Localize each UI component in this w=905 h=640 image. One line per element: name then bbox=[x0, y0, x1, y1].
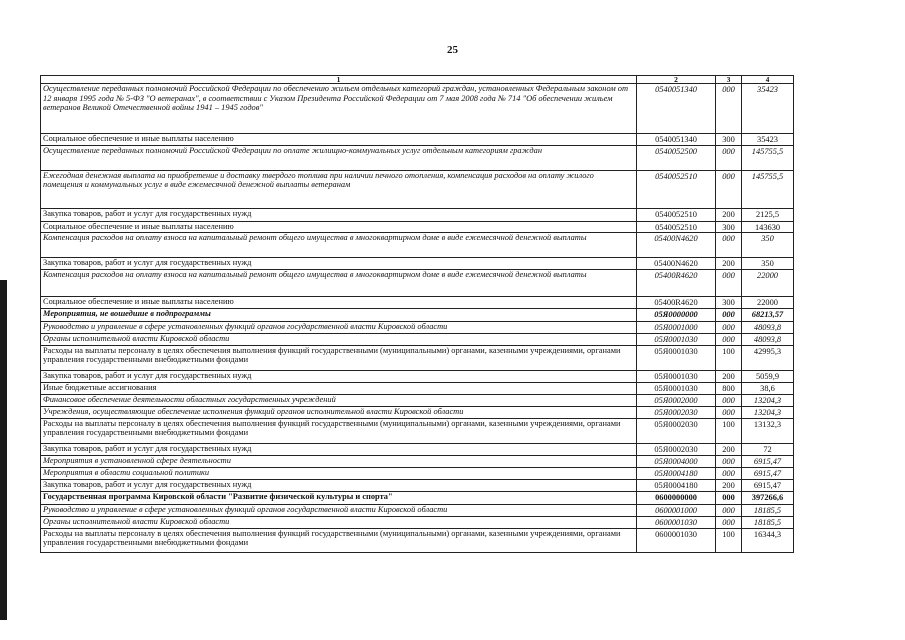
table-row bbox=[41, 406, 794, 418]
table-row bbox=[41, 333, 794, 345]
table-row bbox=[41, 221, 794, 233]
row-code-cell: 05400N4620 bbox=[637, 258, 716, 270]
row-type-cell: 000 bbox=[716, 516, 742, 528]
table-row bbox=[41, 134, 794, 146]
table-row bbox=[41, 382, 794, 394]
row-type-cell: 000 bbox=[716, 308, 742, 321]
table-row bbox=[41, 370, 794, 382]
table-row bbox=[41, 418, 794, 443]
row-sum-cell: 145755,5 bbox=[742, 145, 794, 170]
row-name-cell: Закупка товаров, работ и услуг для государственных нужд bbox=[41, 479, 637, 491]
row-name-cell: Государственная программа Кировской области "Развитие физической культуры и спорта" bbox=[41, 491, 637, 504]
row-name-cell: Иные бюджетные ассигнования bbox=[41, 382, 637, 394]
row-name-cell: Финансовое обеспечение деятельности областных государственных учреждений bbox=[41, 394, 637, 406]
header-col-4: 4 bbox=[742, 76, 794, 84]
row-type-cell: 200 bbox=[716, 443, 742, 455]
row-sum-cell: 13204,3 bbox=[742, 406, 794, 418]
row-sum-cell: 35423 bbox=[742, 134, 794, 146]
row-code-cell: 05Я0004180 bbox=[637, 479, 716, 491]
row-type-cell: 000 bbox=[716, 504, 742, 516]
row-sum-cell: 72 bbox=[742, 443, 794, 455]
row-sum-cell: 42995,3 bbox=[742, 345, 794, 370]
row-sum-cell: 48093,8 bbox=[742, 321, 794, 333]
row-type-cell: 300 bbox=[716, 134, 742, 146]
row-code-cell: 05Я0002000 bbox=[637, 394, 716, 406]
row-sum-cell: 397266,6 bbox=[742, 491, 794, 504]
row-type-cell: 000 bbox=[716, 270, 742, 297]
header-col-1: 1 bbox=[41, 76, 637, 84]
row-name-cell: Учреждения, осуществляющие обеспечение исполнения функций органов исполнительной власти Кировской области bbox=[41, 406, 637, 418]
row-type-cell: 300 bbox=[716, 221, 742, 233]
row-sum-cell: 13204,3 bbox=[742, 394, 794, 406]
row-sum-cell: 18185,5 bbox=[742, 516, 794, 528]
row-name-cell: Социальное обеспечение и иные выплаты населению bbox=[41, 297, 637, 309]
row-type-cell: 100 bbox=[716, 528, 742, 552]
row-sum-cell: 6915,47 bbox=[742, 455, 794, 467]
header-col-2: 2 bbox=[637, 76, 716, 84]
table-row bbox=[41, 297, 794, 309]
row-code-cell: 05400R4620 bbox=[637, 297, 716, 309]
budget-table-body bbox=[41, 76, 794, 553]
row-code-cell: 0600001030 bbox=[637, 516, 716, 528]
row-code-cell: 0540051340 bbox=[637, 84, 716, 134]
row-name-cell: Компенсация расходов на оплату взноса на капитальный ремонт общего имущества в многоквартирном доме в виде ежемесячной денежной выплаты bbox=[41, 270, 637, 297]
row-name-cell: Ежегодная денежная выплата на приобретение и доставку твердого топлива при наличии печного отопления, компенсация расходов на оплату жилого помещения и коммунальных услуг в виде ежемесячной денежной выплаты ветеранам bbox=[41, 170, 637, 208]
row-sum-cell: 2125,5 bbox=[742, 208, 794, 221]
header-col-3: 3 bbox=[716, 76, 742, 84]
row-type-cell: 000 bbox=[716, 467, 742, 479]
row-code-cell: 0600001030 bbox=[637, 528, 716, 552]
table-row bbox=[41, 345, 794, 370]
table-row bbox=[41, 84, 794, 134]
row-sum-cell: 22000 bbox=[742, 297, 794, 309]
row-name-cell: Расходы на выплаты персоналу в целях обеспечения выполнения функций государственными (муниципальными) органами, казенными учреждениями, органами управления государственными внебюджетными фондами bbox=[41, 528, 637, 552]
row-code-cell: 05Я0004180 bbox=[637, 467, 716, 479]
row-sum-cell: 38,6 bbox=[742, 382, 794, 394]
row-type-cell: 800 bbox=[716, 382, 742, 394]
row-sum-cell: 143630 bbox=[742, 221, 794, 233]
table-row bbox=[41, 467, 794, 479]
table-row bbox=[41, 145, 794, 170]
row-name-cell: Руководство и управление в сфере установленных функций органов государственной власти Кировской области bbox=[41, 321, 637, 333]
row-type-cell: 200 bbox=[716, 208, 742, 221]
row-type-cell: 000 bbox=[716, 170, 742, 208]
row-sum-cell: 48093,8 bbox=[742, 333, 794, 345]
row-name-cell: Закупка товаров, работ и услуг для государственных нужд bbox=[41, 208, 637, 221]
row-type-cell: 200 bbox=[716, 479, 742, 491]
row-name-cell: Закупка товаров, работ и услуг для государственных нужд bbox=[41, 443, 637, 455]
row-sum-cell: 6915,47 bbox=[742, 479, 794, 491]
row-sum-cell: 350 bbox=[742, 233, 794, 258]
table-row bbox=[41, 233, 794, 258]
budget-table bbox=[40, 75, 794, 553]
row-code-cell: 05Я0002030 bbox=[637, 443, 716, 455]
row-name-cell: Мероприятия в установленной сфере деятельности bbox=[41, 455, 637, 467]
table-row bbox=[41, 491, 794, 504]
row-type-cell: 000 bbox=[716, 406, 742, 418]
row-code-cell: 0540051340 bbox=[637, 134, 716, 146]
table-row bbox=[41, 516, 794, 528]
row-code-cell: 05Я0001030 bbox=[637, 345, 716, 370]
row-type-cell: 000 bbox=[716, 394, 742, 406]
table-row bbox=[41, 528, 794, 552]
row-type-cell: 000 bbox=[716, 145, 742, 170]
row-name-cell: Руководство и управление в сфере установленных функций органов государственной власти Кировской области bbox=[41, 504, 637, 516]
row-sum-cell: 22000 bbox=[742, 270, 794, 297]
row-code-cell: 05Я0001030 bbox=[637, 370, 716, 382]
row-name-cell: Закупка товаров, работ и услуг для государственных нужд bbox=[41, 258, 637, 270]
row-code-cell: 05400N4620 bbox=[637, 233, 716, 258]
row-type-cell: 000 bbox=[716, 491, 742, 504]
row-name-cell: Осуществление переданных полномочий Российской Федерации по оплате жилищно-коммунальных услуг отдельным категориям граждан bbox=[41, 145, 637, 170]
table-row bbox=[41, 170, 794, 208]
table-row bbox=[41, 308, 794, 321]
row-type-cell: 200 bbox=[716, 258, 742, 270]
row-code-cell: 05Я0002030 bbox=[637, 406, 716, 418]
row-type-cell: 100 bbox=[716, 418, 742, 443]
row-type-cell: 300 bbox=[716, 297, 742, 309]
row-name-cell: Органы исполнительной власти Кировской области bbox=[41, 333, 637, 345]
row-sum-cell: 350 bbox=[742, 258, 794, 270]
table-row bbox=[41, 455, 794, 467]
table-row bbox=[41, 321, 794, 333]
row-code-cell: 0600001000 bbox=[637, 504, 716, 516]
row-name-cell: Социальное обеспечение и иные выплаты населению bbox=[41, 134, 637, 146]
row-code-cell: 05Я0001030 bbox=[637, 382, 716, 394]
table-header-row bbox=[41, 76, 794, 84]
row-code-cell: 0600000000 bbox=[637, 491, 716, 504]
table-row bbox=[41, 208, 794, 221]
row-type-cell: 000 bbox=[716, 233, 742, 258]
table-row bbox=[41, 394, 794, 406]
row-sum-cell: 18185,5 bbox=[742, 504, 794, 516]
table-row bbox=[41, 270, 794, 297]
row-name-cell: Мероприятия в области социальной политики bbox=[41, 467, 637, 479]
row-type-cell: 000 bbox=[716, 333, 742, 345]
row-sum-cell: 35423 bbox=[742, 84, 794, 134]
row-name-cell: Мероприятия, не вошедшие в подпрограммы bbox=[41, 308, 637, 321]
scan-edge-shadow bbox=[0, 280, 7, 620]
row-code-cell: 05Я0001030 bbox=[637, 333, 716, 345]
row-name-cell: Закупка товаров, работ и услуг для государственных нужд bbox=[41, 370, 637, 382]
row-type-cell: 000 bbox=[716, 321, 742, 333]
row-sum-cell: 5059,9 bbox=[742, 370, 794, 382]
row-name-cell: Компенсация расходов на оплату взноса на капитальный ремонт общего имущества в многоквартирном доме в виде ежемесячной денежной выплаты bbox=[41, 233, 637, 258]
row-type-cell: 000 bbox=[716, 455, 742, 467]
row-name-cell: Расходы на выплаты персоналу в целях обеспечения выполнения функций государственными (муниципальными) органами, казенными учреждениями, органами управления государственными внебюджетными фондами bbox=[41, 345, 637, 370]
row-name-cell: Расходы на выплаты персоналу в целях обеспечения выполнения функций государственными (муниципальными) органами, казенными учреждениями, органами управления государственными внебюджетными фондами bbox=[41, 418, 637, 443]
row-sum-cell: 16344,3 bbox=[742, 528, 794, 552]
row-code-cell: 05Я0000000 bbox=[637, 308, 716, 321]
table-row bbox=[41, 443, 794, 455]
row-sum-cell: 13132,3 bbox=[742, 418, 794, 443]
row-code-cell: 05Я0002030 bbox=[637, 418, 716, 443]
row-code-cell: 0540052500 bbox=[637, 145, 716, 170]
row-name-cell: Социальное обеспечение и иные выплаты населению bbox=[41, 221, 637, 233]
row-sum-cell: 145755,5 bbox=[742, 170, 794, 208]
row-type-cell: 000 bbox=[716, 84, 742, 134]
row-code-cell: 05Я0004000 bbox=[637, 455, 716, 467]
row-type-cell: 200 bbox=[716, 370, 742, 382]
row-code-cell: 0540052510 bbox=[637, 208, 716, 221]
page-number: 25 bbox=[447, 44, 458, 56]
row-code-cell: 0540052510 bbox=[637, 170, 716, 208]
row-name-cell: Органы исполнительной власти Кировской области bbox=[41, 516, 637, 528]
row-name-cell: Осуществление переданных полномочий Российской Федерации по обеспечению жильем отдельных категорий граждан, установленных Федеральным законом от 12 января 1995 года № 5-ФЗ "О ветеранах", в соответствии с Указом Президента Российской Федерации от 7 мая 2008 года № 714 "Об обеспечении жильем ветеранов Великой Отечественной войны 1941 – 1945 годов" bbox=[41, 84, 637, 134]
row-sum-cell: 68213,57 bbox=[742, 308, 794, 321]
row-code-cell: 05400R4620 bbox=[637, 270, 716, 297]
row-code-cell: 05Я0001000 bbox=[637, 321, 716, 333]
table-row bbox=[41, 479, 794, 491]
table-row bbox=[41, 504, 794, 516]
row-sum-cell: 6915,47 bbox=[742, 467, 794, 479]
table-row bbox=[41, 258, 794, 270]
row-type-cell: 100 bbox=[716, 345, 742, 370]
row-code-cell: 0540052510 bbox=[637, 221, 716, 233]
